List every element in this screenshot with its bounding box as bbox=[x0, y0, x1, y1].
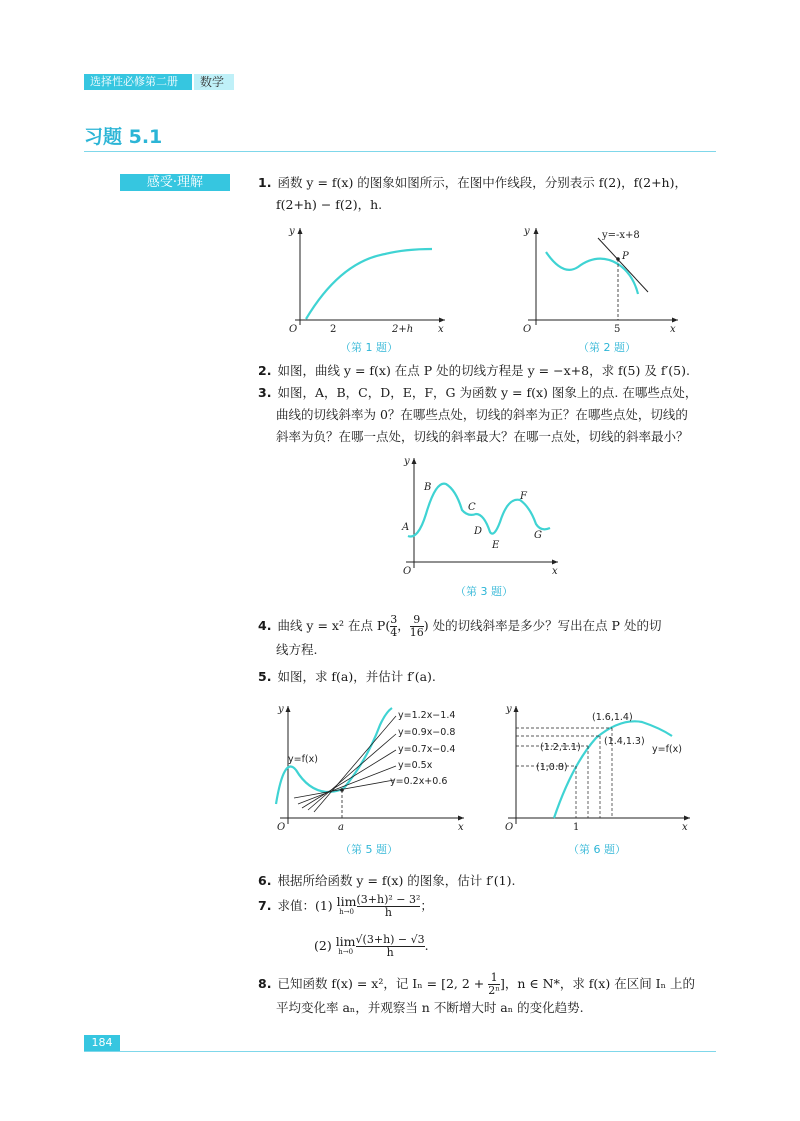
problem-text: 根据所给函数 y = f(x) 的图象，估计 f′(1). bbox=[277, 873, 516, 888]
point-label: A bbox=[402, 522, 410, 533]
point-label: (1,0.8) bbox=[536, 762, 568, 773]
problem-number: 7. bbox=[258, 898, 272, 913]
problem-number: 3. bbox=[258, 385, 272, 400]
figure-3 bbox=[398, 452, 568, 576]
figure-2-caption: （第 2 题） bbox=[578, 341, 636, 354]
curve-label: y=f(x) bbox=[288, 754, 318, 765]
line-label: y=0.2x+0.6 bbox=[390, 776, 448, 787]
origin-label: O bbox=[523, 324, 532, 335]
tick-label: 1 bbox=[573, 822, 580, 833]
numerator: 3 bbox=[390, 613, 398, 626]
problem-1 bbox=[258, 172, 728, 216]
separator: ， bbox=[397, 618, 410, 633]
tick-label: 2 bbox=[330, 324, 337, 335]
point-label: (1.6,1.4) bbox=[592, 712, 633, 723]
limit-op: lim bbox=[336, 893, 357, 909]
fraction bbox=[410, 614, 424, 639]
category-label: 感受·理解 bbox=[120, 174, 230, 191]
problem-number: 1. bbox=[258, 175, 272, 190]
line-label: y=0.5x bbox=[398, 760, 433, 771]
origin-label: O bbox=[505, 822, 514, 833]
page-number: 184 bbox=[84, 1035, 120, 1051]
problem-3 bbox=[258, 382, 728, 448]
problem-text: 求值：(1) bbox=[277, 898, 337, 913]
point-label: G bbox=[534, 530, 542, 541]
problem-text: ) 处的切线斜率是多少？写出在点 P 处的切 bbox=[423, 618, 662, 633]
problem-8 bbox=[258, 972, 728, 1019]
problem-text: 如图，求 f(a)，并估计 f′(a). bbox=[277, 669, 436, 684]
problem-text: 如图，A，B，C，D，E，F，G 为函数 y = f(x) 图象上的点. 在哪些点处， bbox=[277, 385, 698, 400]
problem-4 bbox=[258, 614, 728, 661]
y-axis-label: y bbox=[404, 456, 410, 467]
figure-2 bbox=[518, 222, 690, 334]
tick-label: 2+h bbox=[392, 324, 414, 335]
punct: . bbox=[424, 938, 429, 953]
limit bbox=[336, 893, 357, 918]
figure-3-caption: （第 3 题） bbox=[455, 585, 513, 598]
limit bbox=[335, 933, 356, 958]
numerator: 1 bbox=[490, 971, 498, 984]
x-axis-label: x bbox=[682, 822, 688, 833]
line-label: y=0.9x−0.8 bbox=[398, 727, 456, 738]
denominator: h bbox=[356, 946, 425, 959]
origin-label: O bbox=[289, 324, 298, 335]
point-label: (1.4,1.3) bbox=[604, 736, 645, 747]
problem-text-cont: 斜率为负？在哪一点处，切线的斜率最大？在哪一点处，切线的斜率最小？ bbox=[276, 429, 689, 444]
problem-6 bbox=[258, 870, 728, 892]
numerator: √(3+h) − √3 bbox=[355, 933, 425, 946]
problem-2 bbox=[258, 360, 728, 382]
denominator: 4 bbox=[390, 626, 398, 639]
y-axis-label: y bbox=[524, 226, 530, 237]
point-label: C bbox=[468, 502, 476, 513]
point-label: E bbox=[492, 540, 500, 551]
denominator: h bbox=[357, 906, 421, 919]
problem-text: (2) bbox=[314, 938, 336, 953]
problem-text-cont: f(2+h) − f(2)，h. bbox=[276, 197, 383, 212]
figure-1-caption: （第 1 题） bbox=[340, 341, 398, 354]
point-label: (1.2,1.1) bbox=[540, 742, 581, 753]
y-axis-label: y bbox=[278, 704, 284, 715]
point-label: P bbox=[622, 251, 629, 262]
limit-sub: h→0 bbox=[339, 907, 354, 916]
denominator: 16 bbox=[409, 626, 424, 639]
subject-tag: 数学 bbox=[194, 74, 234, 90]
problem-text-cont: 平均变化率 aₙ，并观察当 n 不断增大时 aₙ 的变化趋势. bbox=[276, 1000, 584, 1015]
point-label: B bbox=[424, 482, 432, 493]
problem-7 bbox=[258, 894, 728, 919]
line-label: y=1.2x−1.4 bbox=[398, 710, 456, 721]
problem-number: 4. bbox=[258, 618, 272, 633]
y-axis-label: y bbox=[506, 704, 512, 715]
problem-number: 6. bbox=[258, 873, 272, 888]
numerator: 9 bbox=[413, 613, 421, 626]
x-axis-label: x bbox=[438, 324, 444, 335]
origin-label: O bbox=[277, 822, 286, 833]
x-axis-label: x bbox=[670, 324, 676, 335]
title-divider bbox=[84, 151, 716, 152]
problem-text: 函数 y = f(x) 的图象如图所示，在图中作线段，分别表示 f(2)，f(2+h)， bbox=[277, 175, 687, 190]
problem-text: ]，n ∈ N*，求 f(x) 在区间 Iₙ 上的 bbox=[500, 976, 695, 991]
limit-sub: h→0 bbox=[338, 947, 354, 956]
footer-divider bbox=[84, 1051, 716, 1052]
problem-7-part2 bbox=[314, 934, 714, 959]
problem-text-cont: 曲线的切线斜率为 0？在哪些点处，切线的斜率为正？在哪些点处，切线的 bbox=[276, 407, 688, 422]
limit-op: lim bbox=[335, 933, 356, 949]
denominator: 2ⁿ bbox=[488, 984, 500, 997]
problem-text-cont: 线方程. bbox=[276, 642, 318, 657]
curve-label: y=f(x) bbox=[652, 744, 682, 755]
point-label: F bbox=[520, 491, 527, 502]
y-axis-label: y bbox=[289, 226, 295, 237]
problem-number: 2. bbox=[258, 363, 272, 378]
problem-number: 5. bbox=[258, 669, 272, 684]
punct: ； bbox=[420, 898, 433, 913]
origin-label: O bbox=[403, 566, 412, 577]
problem-5 bbox=[258, 666, 728, 688]
fraction bbox=[357, 894, 421, 919]
section-title: 习题 5.1 bbox=[84, 126, 163, 148]
tangent-label: y=-x+8 bbox=[602, 230, 640, 241]
tick-label: 5 bbox=[614, 324, 621, 335]
numerator: (3+h)² − 3² bbox=[356, 893, 421, 906]
figure-5-caption: （第 5 题） bbox=[340, 843, 398, 856]
problem-number: 8. bbox=[258, 976, 272, 991]
figure-1 bbox=[280, 222, 460, 334]
x-axis-label: x bbox=[458, 822, 464, 833]
problem-text: 已知函数 f(x) = x²，记 Iₙ = [2, 2 + bbox=[277, 976, 489, 991]
figure-5 bbox=[272, 700, 472, 832]
fraction bbox=[356, 934, 425, 959]
book-title-tag: 选择性必修第二册 bbox=[84, 74, 192, 90]
figure-6-caption: （第 6 题） bbox=[568, 843, 626, 856]
problem-text: 如图，曲线 y = f(x) 在点 P 处的切线方程是 y = −x+8，求 f(5) 及 f′(5). bbox=[277, 363, 690, 378]
x-axis-label: x bbox=[552, 566, 558, 577]
line-label: y=0.7x−0.4 bbox=[398, 744, 456, 755]
point-label: D bbox=[474, 526, 483, 537]
problem-text: 曲线 y = x² 在点 P( bbox=[277, 618, 391, 633]
figure-6 bbox=[500, 700, 700, 832]
fraction bbox=[488, 972, 500, 997]
tick-label: a bbox=[338, 822, 344, 833]
